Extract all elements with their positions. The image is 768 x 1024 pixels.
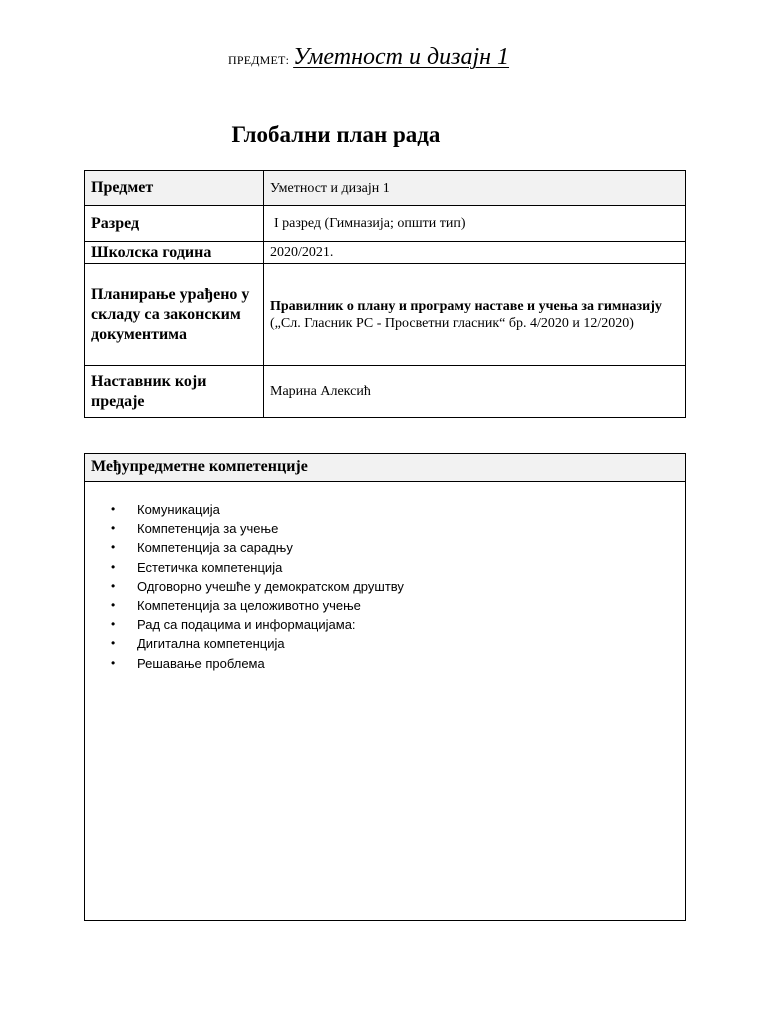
bullet-icon: • bbox=[111, 598, 116, 613]
list-item bbox=[111, 654, 404, 673]
list-item bbox=[111, 500, 404, 519]
table-row-grade bbox=[85, 206, 686, 242]
subject-line bbox=[228, 44, 523, 72]
list-item-label: Естетичка компетенција bbox=[137, 559, 283, 575]
table-row-subject bbox=[85, 171, 686, 206]
list-item bbox=[111, 634, 404, 653]
row-label: Предмет bbox=[85, 171, 264, 206]
table-row-school-year bbox=[85, 242, 686, 264]
competences-list bbox=[111, 500, 404, 673]
table-row-teacher bbox=[85, 366, 686, 418]
list-item-label: Компетенција за целоживотно учење bbox=[137, 598, 361, 614]
bullet-icon: • bbox=[111, 521, 116, 536]
bullet-icon: • bbox=[111, 636, 116, 651]
list-item-label: Решавање проблема bbox=[137, 655, 265, 671]
list-item-label: Комуникација bbox=[137, 502, 220, 517]
row-label: Разред bbox=[85, 206, 264, 242]
row-value: 2020/2021. bbox=[264, 242, 686, 264]
regulation-reference: („Сл. Гласник РС - Просветни гласник“ бр. 4/2020 и 12/2020) bbox=[270, 315, 634, 331]
bullet-icon: • bbox=[111, 655, 116, 670]
competences-box bbox=[84, 453, 686, 921]
list-item-label: Компетенција за сарадњу bbox=[137, 540, 293, 556]
bullet-icon: • bbox=[111, 540, 116, 555]
list-item bbox=[111, 615, 404, 634]
list-item bbox=[111, 596, 404, 615]
document-title: Глобални план рада bbox=[231, 122, 441, 147]
bullet-icon: • bbox=[111, 502, 116, 516]
list-item bbox=[111, 519, 404, 538]
bullet-icon: • bbox=[111, 559, 116, 574]
row-label: Наставник који предаје bbox=[85, 366, 264, 418]
info-table bbox=[84, 170, 686, 418]
row-value: Уметност и дизајн 1 bbox=[264, 171, 686, 206]
row-value: Марина Алексић bbox=[264, 366, 686, 418]
regulation-title: Правилник о плану и програму наставе и учења за гимназију bbox=[270, 298, 662, 314]
list-item-label: Одговорно учешће у демократском друштву bbox=[137, 578, 404, 594]
row-value bbox=[264, 264, 686, 366]
list-item-label: Рад са подацима и информацијама: bbox=[137, 617, 356, 633]
row-label: Планирање урађено у складу са законским документима bbox=[85, 264, 264, 366]
list-item-label: Компетенција за учење bbox=[137, 521, 279, 537]
row-value: I разред (Гимназија; општи тип) bbox=[264, 206, 686, 242]
table-row-legal-documents bbox=[85, 264, 686, 366]
list-item bbox=[111, 577, 404, 596]
competences-heading: Међупредметне компетенције bbox=[85, 454, 685, 482]
bullet-icon: • bbox=[111, 578, 116, 593]
subject-prefix: ПРЕДМЕТ: bbox=[228, 53, 290, 67]
row-label: Школска година bbox=[85, 242, 264, 264]
subject-value: Уметност и дизајн 1 bbox=[293, 44, 510, 70]
list-item bbox=[111, 538, 404, 557]
list-item bbox=[111, 558, 404, 577]
list-item-label: Дигитална компетенција bbox=[137, 636, 285, 652]
bullet-icon: • bbox=[111, 617, 116, 632]
